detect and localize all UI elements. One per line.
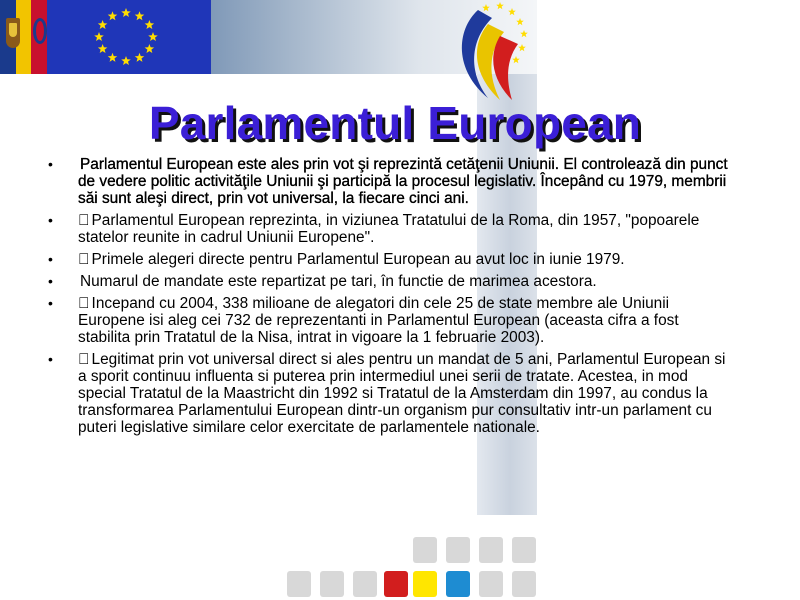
- decor-square: [320, 571, 344, 597]
- logo-star-icon: [508, 8, 516, 15]
- decor-square: [512, 571, 536, 597]
- eu-star-icon: [98, 20, 108, 29]
- coat-of-arms-icon: [6, 18, 20, 48]
- moldova-flag: [0, 0, 47, 74]
- list-item: [42, 212, 732, 246]
- list-item-text: Parlamentul European reprezinta, in viziunea Tratatului de la Roma, din 1957, "popoarele statelor reunite in cadrul Uniunii Europene".: [78, 212, 688, 246]
- list-item-text: Numarul de mandate este repartizat pe tari, în functie de marimea acestora.: [80, 273, 597, 290]
- decor-square-blue: [446, 571, 470, 597]
- eu-stars-icon: [47, 0, 211, 74]
- logo-star-icon: [496, 2, 504, 9]
- bullet-icon: •: [48, 156, 53, 172]
- symbol-glyph: [78, 295, 90, 312]
- list-item: [42, 295, 732, 346]
- decor-square: [287, 571, 311, 597]
- symbol-glyph: [78, 251, 90, 268]
- decor-square: [479, 571, 503, 597]
- eu-star-icon: [108, 11, 118, 20]
- decor-square-red: [384, 571, 408, 597]
- symbol-glyph: [78, 212, 90, 229]
- decor-square: [353, 571, 377, 597]
- symbol-glyph: [78, 351, 90, 368]
- eu-star-icon: [145, 44, 155, 53]
- eu-flag: [47, 0, 211, 74]
- list-item: [42, 251, 732, 268]
- decor-square: [512, 537, 536, 563]
- slide-title: Parlamentul European: [148, 97, 642, 149]
- decor-square-yellow: [413, 571, 437, 597]
- list-item: [42, 351, 732, 436]
- list-item-text: Legitimat prin vot universal direct si ales pentru un mandat de 5 ani, Parlamentul European si a sporit continuu influenta si puterea prin intermediul unei serii de tratate. Acestea, in mod special Tratatul de la Maastricht din 1992 si Tratatul de la Amsterdam din 1997, au condus la transformarea Parlamentului European dintr-un organism pur consultativ intr-un parlament cu puteri legislative similare celor exercitate de parlamentele nationale.: [78, 351, 728, 436]
- decor-square: [446, 537, 470, 563]
- eu-star-icon: [145, 20, 155, 29]
- roundel-icon: [33, 18, 47, 44]
- bullet-list: [42, 156, 732, 441]
- eu-star-icon: [121, 8, 131, 17]
- list-item: [42, 273, 732, 290]
- eu-star-icon: [108, 53, 118, 62]
- logo-star-icon: [512, 56, 520, 63]
- eu-romania-logo: [448, 0, 548, 110]
- eu-star-icon: [121, 56, 131, 65]
- eu-star-icon: [98, 44, 108, 53]
- eu-star-icon: [94, 32, 104, 41]
- logo-star-icon: [520, 30, 528, 37]
- logo-star-icon: [518, 44, 526, 51]
- decor-square: [479, 537, 503, 563]
- list-item: [42, 156, 732, 207]
- bullet-icon: •: [48, 251, 53, 267]
- eu-star-icon: [135, 11, 145, 20]
- bullet-icon: •: [48, 351, 53, 367]
- eu-star-icon: [135, 53, 145, 62]
- bullet-icon: •: [48, 212, 53, 228]
- logo-star-icon: [516, 18, 524, 25]
- list-item-text: Parlamentul European este ales prin vot şi reprezintă cetăţenii Uniunii. El controlează din punct de vedere politic activităţile Uniunii şi participă la procesul legislativ. Începând cu 1979, membrii săi sunt aleşi direct, prin vot universal, la fiecare cinci ani.: [78, 156, 728, 207]
- eu-star-icon: [148, 32, 158, 41]
- bullet-icon: •: [48, 273, 53, 289]
- bullet-icon: •: [48, 295, 53, 311]
- decor-square: [413, 537, 437, 563]
- list-item-text: Primele alegeri directe pentru Parlamentul European au avut loc in iunie 1979.: [80, 251, 614, 268]
- logo-star-icon: [482, 4, 490, 11]
- list-item-text: Incepand cu 2004, 338 milioane de alegatori din cele 25 de state membre ale Uniunii Europene isi aleg cei 732 de reprezentanti in Parlamentul European (aceasta cifra a fost stabilita prin Tratatul de la Nisa, intrat in vigoare la 1 februarie 2003).: [78, 295, 729, 346]
